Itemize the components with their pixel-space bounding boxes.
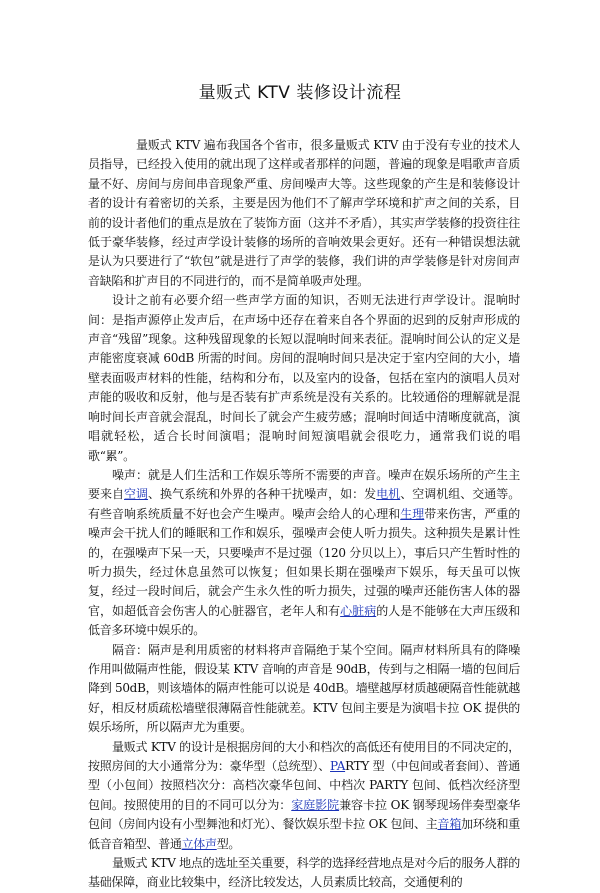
document-title: 量贩式 KTV 装修设计流程 bbox=[198, 83, 402, 103]
paragraph-text: 型。 bbox=[216, 836, 241, 851]
hyperlink[interactable]: 立体声 bbox=[181, 836, 217, 851]
paragraph-1 bbox=[88, 136, 520, 291]
hyperlink[interactable]: 生理 bbox=[400, 506, 425, 521]
paragraph-text: 、空调机组、交通等。有些音响系统质量不好也会产生噪声。噪声会给人的心理和 bbox=[88, 487, 520, 521]
paragraph-text: RTY 型（中包间或者套间）、普通型（小包间）按照档次分：高档次豪华包间、中档次 PARTY 包间、低档次经济型包间。按照使用的目的不同可以分为： bbox=[88, 759, 521, 812]
paragraph-3 bbox=[88, 466, 520, 641]
paragraph-text: 、换气系统和外界的各种干扰噪声，如：发 bbox=[148, 487, 377, 502]
hyperlink[interactable]: 音箱 bbox=[437, 817, 462, 832]
paragraph-text: 量贩式 KTV 的设计是根据房间的大小和档次的高低还有使用目的不同决定的，按照房间的大小通常分为：豪华型（总统型）、 bbox=[88, 739, 520, 773]
paragraph-text: 噪声：就是人们生活和工作娱乐等所不需要的声音。噪声在娱乐场所的产生主要来自 bbox=[88, 467, 520, 502]
document-body bbox=[88, 136, 520, 893]
paragraph-text: 加环绕和重低音音箱型、普通 bbox=[88, 817, 520, 851]
paragraph-text: 兼容卡拉 OK 钢琴现场伴奏型豪华包间（房间内设有小型舞池和灯光）、餐饮娱乐型卡拉 OK 包间、主 bbox=[88, 797, 520, 832]
paragraph-text: 隔音：隔声是利用质密的材料将声音隔绝于某个空间。隔声材料所具有的降噪作用叫做隔声性能，假设某 KTV 音响的声音是 90dB，传到与之相隔一墙的包间后降到 50dB，则该墙体的隔声性能可以说是 40dB。墙壁越厚材质越硬隔音性能就越好，相反材质疏松墙壁很薄隔音性能就差。KTV 包间主要是为演唱卡拉 OK 提供的娱乐场所，所以隔声尤为重要。 bbox=[88, 642, 520, 735]
paragraph-6 bbox=[88, 854, 520, 893]
paragraph-text: 带来伤害，严重的噪声会干扰人们的睡眠和工作和娱乐，强噪声会使人听力损失。这种损失是累计性的，在强噪声下呆一天，只要噪声不是过强（120 分贝以上），事后只产生暂时性的听力损失，经过休息虽然可以恢复；但如果长期在强噪声下娱乐，每天虽可以恢复，经过一段时间后，就会产生永久性的听力损失，过强的噪声还能伤害人体的器官，如超低音会伤害人的心脏器官，老年人和有 bbox=[88, 506, 521, 618]
paragraph-text: 设计之前有必要介绍一些声学方面的知识，否则无法进行声学设计。混响时间：是指声源停止发声后，在声场中还存在着来自各个界面的迟到的反射声形成的声音“残留”现象。这种残留现象的长短以混响时间来表征。混响时间公认的定义是声能密度衰减 60dB 所需的时间。房间的混响时间只是决定于室内空间的大小，墙壁表面吸声材料的性能，结构和分布，以及室内的设备，包括在室内的演唱人员对声能的吸收和反射，他与是否装有扩声系统是没有关系的。比较通俗的理解就是混响时间长声音就会混乱，时间长了就会产生疲劳感；混响时间适中清晰度就高，演唱就轻松，适合长时间演唱；混响时间短演唱就会很吃力，通常我们说的唱歌“累”。 bbox=[88, 293, 520, 463]
hyperlink[interactable]: 电机 bbox=[376, 487, 401, 502]
hyperlink[interactable]: 家庭影院 bbox=[291, 797, 340, 812]
hyperlink[interactable]: PA bbox=[330, 759, 346, 773]
paragraph-text: 的人是不能够在大声压级和低音多环境中娱乐的。 bbox=[88, 603, 520, 638]
hyperlink[interactable]: 空调 bbox=[124, 487, 149, 502]
paragraph-2 bbox=[88, 291, 520, 466]
paragraph-5 bbox=[88, 738, 520, 854]
hyperlink[interactable]: 心脏病 bbox=[340, 603, 377, 618]
paragraph-text: 量贩式 KTV 遍布我国各个省市，很多量贩式 KTV 由于没有专业的技术人员指导，已经投入使用的就出现了这样或者那样的问题，普遍的现象是唱歌声音质量不好、房间与房间串音现象严重、房间噪声大等。这些现象的产生是和装修设计者的设计有着密切的关系，主要是因为他们不了解声学环境和扩声之间的关系，目前的设计者他们的重点是放在了装饰方面（这并不矛盾），其实声学装修的投资往往低于豪华装修，经过声学设计装修的场所的音响效果会更好。还有一种错误想法就是认为只要进行了“软包”就是进行了声学的装修，我们讲的声学装修是针对房间声音缺陷和扩声目的不同进行的，而不是简单吸声处理。 bbox=[88, 138, 520, 288]
paragraph-4 bbox=[88, 641, 520, 738]
paragraph-text: 量贩式 KTV 地点的选址至关重要，科学的选择经营地点是对今后的服务人群的基础保障，商业比较集中，经济比较发达，人员素质比较高，交通便利的 bbox=[88, 856, 520, 890]
